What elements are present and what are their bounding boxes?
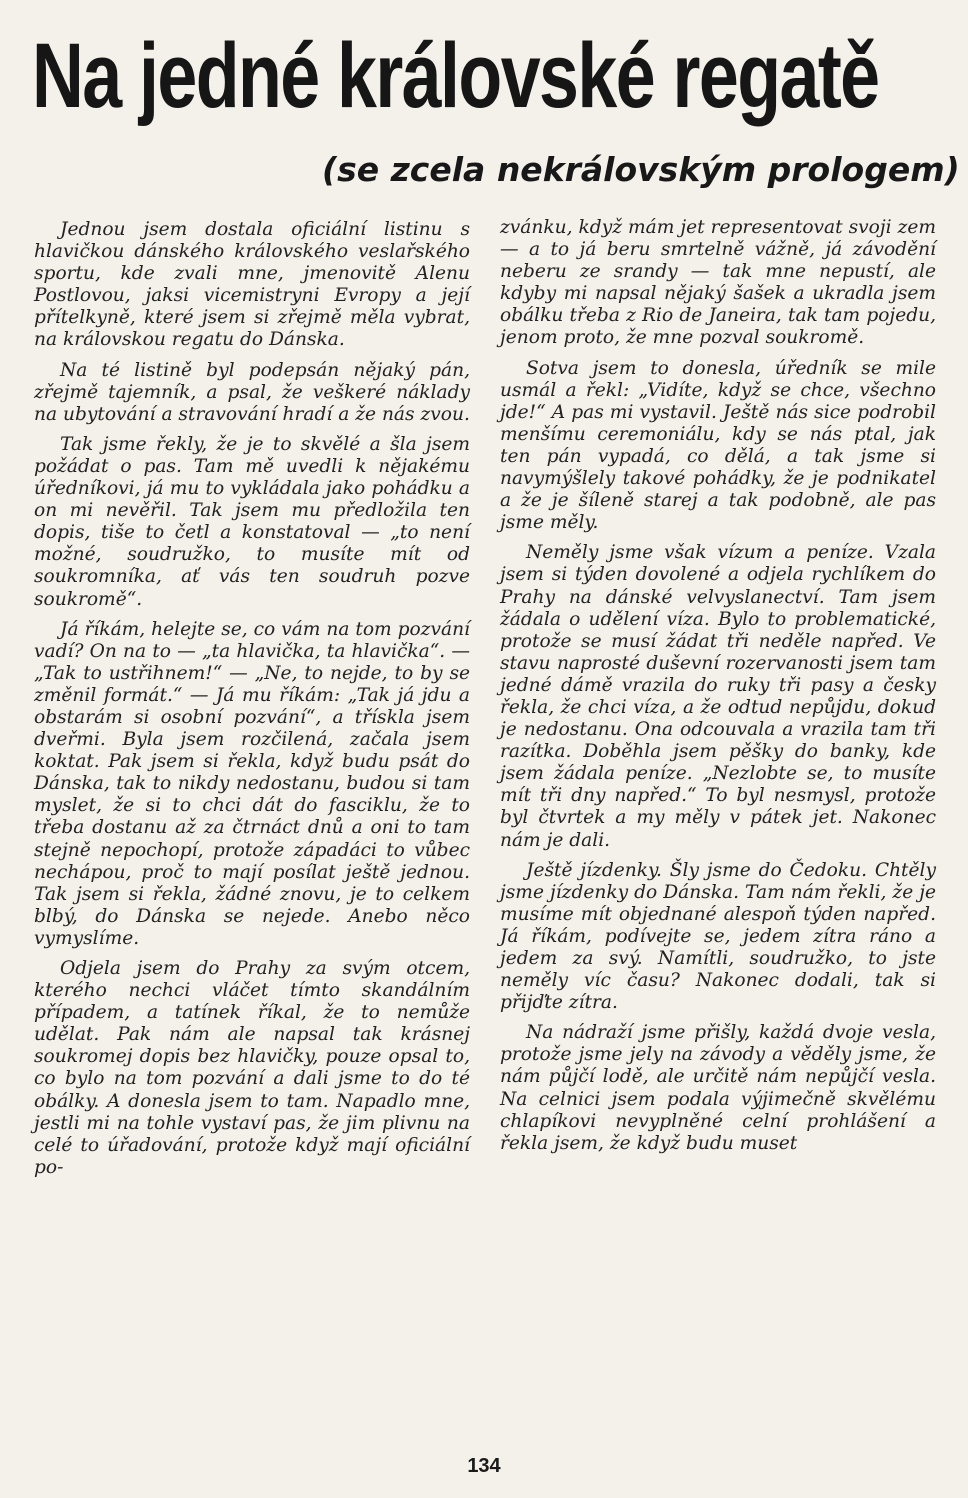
paragraph: Sotva jsem to donesla, úředník se mile usmál a řekl: „Vidíte, když se chce, všechno jde!“ A pas mi vystavil. Ještě nás sice podrobil menšímu ceremoniálu, kdy se nás ptal, jak ten pán vypadá, co dělá, a tak jsme si navymýšlely takové pohádky, že je podnikatel a že je šíleně starej a tak podobně, ale pas jsme měly. xyxy=(500,357,936,534)
paragraph: Jednou jsem dostala oficiální listinu s hlavičkou dánského královského veslařského sportu, kde zvali mne, jmenovitě Alenu Postlovou, jaksi vicemistryni Evropy a její přítelkyně, které jsem si zřejmě měla vybrat, na královskou regatu do Dánska. xyxy=(34,219,470,351)
paragraph-continued: zvánku, když mám jet representovat svoji zem — a to já beru smrtelně vážně, já závodění neberu ze srandy — tak mne nepustí, ale kdyby mi napsal nějaký šašek a ukradla jsem obálku třeba z Rio de Janeira, tak tam pojedu, jenom proto, že mne pozval soukromě. xyxy=(500,217,936,349)
article-title: Na jedné královské regatě xyxy=(32,25,879,127)
paragraph: Tak jsme řekly, že je to skvělé a šla jsem požádat o pas. Tam mě uvedli k nějakému úředníkovi, já mu to vykládala jako pohádku a on mi nevěřil. Tak jsem mu předložila ten dopis, tiše to četl a konstatoval — „to není možné, soudružko, to musíte mít od soukromníka, ať vás ten soudruh pozve soukromě“. xyxy=(34,433,470,610)
paragraph: Já říkám, helejte se, co vám na tom pozvání vadí? On na to — „ta hlavička, ta hlavička“. — „Tak to ustřihnem!“ — „Ne, to nejde, to by se změnil formát.“ — Já mu říkám: „Tak já jdu a obstarám si osobní pozvání“, a třískla jsem dveřmi. Byla jsem rozčilená, začala jsem koktat. Pak jsem si řekla, když budu psát do Dánska, tak to nikdy nedostanu, budou si tam myslet, že si to chci dát do fasciklu, že to třeba dostanu až za čtrnáct dnů a oni to tam stejně nepochopí, protože západáci to vůbec nechápou, proč to mají posílat ještě jednou. Tak jsem si řekla, žádné znovu, je to celkem blbý, do Dánska se nejede. Anebo něco vymyslíme. xyxy=(34,618,470,949)
article-subtitle: (se zcela nekrálovským prologem) xyxy=(322,150,960,189)
paragraph: Na nádraží jsme přišly, každá dvoje vesla, protože jsme jely na závody a věděly jsme, že nám půjčí lodě, ale určitě nám nepůjčí vesla. Na celnici jsem podala výjimečně skvělému chlapíkovi nevyplněné celní prohlášení a řekla jsem, že když budu muset xyxy=(500,1022,936,1154)
page-number: 134 xyxy=(467,1455,501,1477)
paragraph: Na té listině byl podepsán nějaký pán, zřejmě tajemník, a psal, že veškeré náklady na ubytování a stravování hradí a že nás zvou. xyxy=(34,359,470,425)
text-column-right xyxy=(500,217,936,1163)
text-column-left xyxy=(34,219,470,1187)
paragraph: Odjela jsem do Prahy za svým otcem, kterého nechci vláčet tímto skandálním případem, a tatínek říkal, že to nemůže udělat. Pak nám ale napsal tak krásnej soukromej dopis bez hlavičky, pouze opsal to, co bylo na tom pozvání a dali jsme to do té obálky. A donesla jsem to tam. Napadlo mne, jestli mi na tohle vystaví pas, že jim plivnu na celé to úřadování, protože když mají oficiální po- xyxy=(34,958,470,1178)
paragraph: Neměly jsme však vízum a peníze. Vzala jsem si týden dovolené a odjela rychlíkem do Prahy na dánské velvyslanectví. Tam jsem žádala o udělení víza. Bylo to problematické, protože se musí žádat tři neděle napřed. Ve stavu naprosté duševní rozervanosti jsem tam jedné dámě vrazila do ruky tři pasy a česky řekla, že chci víza, a že odtud nepůjdu, dokud je nedostanu. Ona odcouvala a vrazila tam tři razítka. Doběhla jsem pěšky do banky, kde jsem žádala peníze. „Nezlobte se, to musíte mít tři dny napřed.“ To byl nesmysl, protože byl čtvrtek a my měly v pátek jet. Nakonec nám je dali. xyxy=(500,542,936,851)
paragraph: Ještě jízdenky. Šly jsme do Čedoku. Chtěly jsme jízdenky do Dánska. Tam nám řekli, že je musíme mít objednané alespoň týden napřed. Já říkám, podívejte se, jedem zítra ráno a jedem za svý. Namítli, soudružko, to jste neměly víc času? Nakonec dodali, tak si přijďte zítra. xyxy=(500,859,936,1014)
